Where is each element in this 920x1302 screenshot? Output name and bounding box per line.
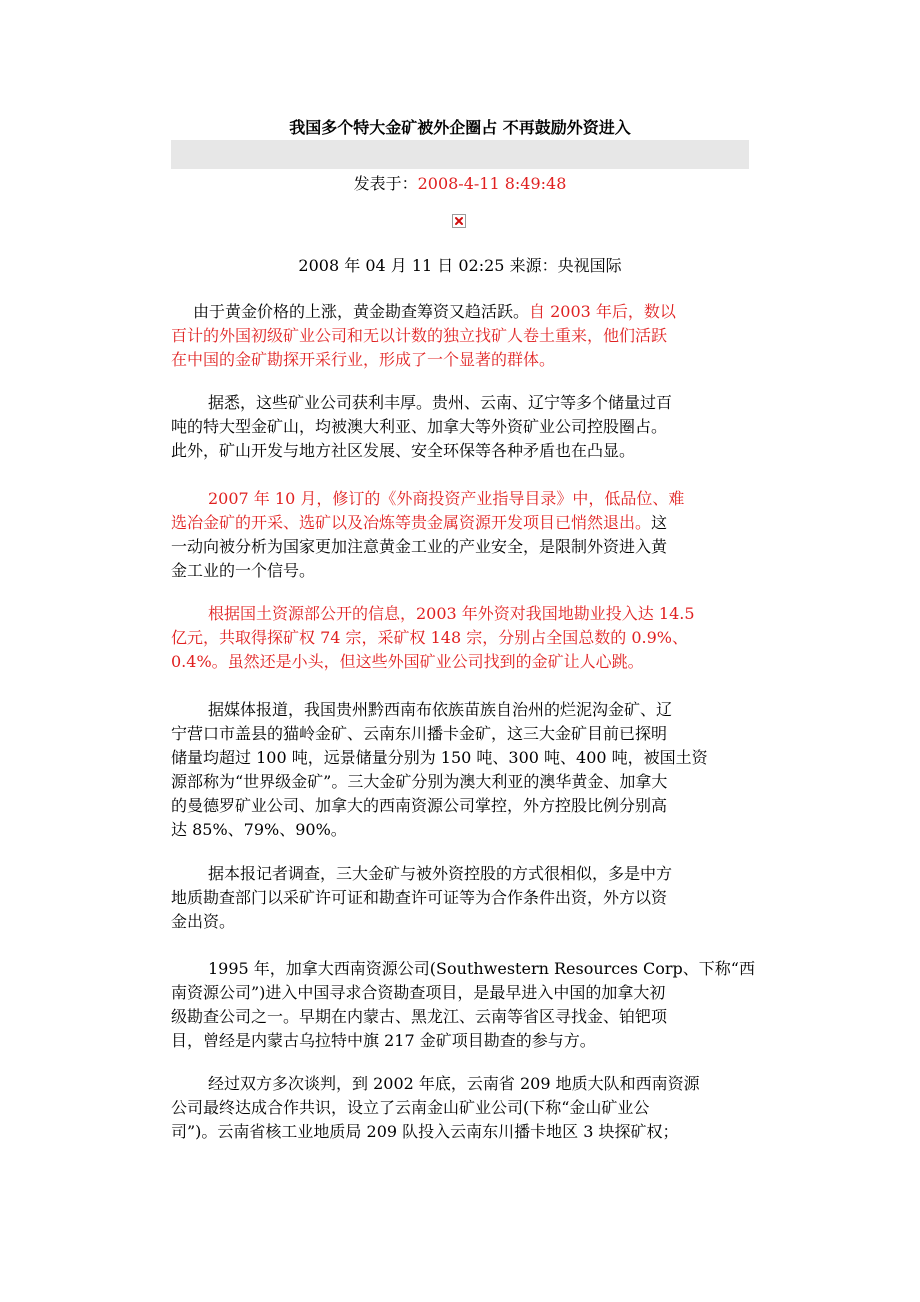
article-paragraph: [171, 1072, 755, 1144]
paragraph-line: [171, 794, 755, 818]
body-text: 的曼德罗矿业公司、加拿大的西南资源公司掌控，外方控股比例分别高: [171, 796, 668, 815]
paragraph-line: [171, 1096, 755, 1120]
body-text: 目，曾经是内蒙古乌拉特中旗 217 金矿项目勘查的参与方。: [171, 1031, 596, 1050]
body-text: 据媒体报道，我国贵州黔西南布依族苗族自治州的烂泥沟金矿、辽: [208, 700, 673, 719]
paragraph-line: [171, 862, 755, 886]
paragraph-line: [171, 348, 755, 372]
paragraph-line: [171, 910, 755, 934]
body-text: 源部称为“世界级金矿”。三大金矿分别为澳大利亚的澳华黄金、加拿大: [171, 772, 668, 791]
paragraph-line: [171, 886, 755, 910]
published-value: 2008-4-11 8:49:48: [417, 174, 567, 193]
paragraph-line: [171, 487, 755, 511]
body-text: 金工业的一个信号。: [171, 561, 316, 580]
paragraph-line: [171, 746, 755, 770]
body-text: 由于黄金价格的上涨，黄金勘查筹资又趋活跃。: [193, 302, 530, 321]
paragraph-line: [171, 391, 755, 415]
body-text: 此外，矿山开发与地方社区发展、安全环保等各种矛盾也在凸显。: [171, 441, 636, 460]
paragraph-line: [171, 698, 755, 722]
article-paragraph: [171, 602, 755, 674]
article-paragraph: [171, 957, 755, 1053]
body-text: 级勘查公司之一。早期在内蒙古、黑龙江、云南等省区寻找金、铂钯项: [171, 1007, 668, 1026]
broken-image-icon: [452, 214, 466, 228]
highlighted-text: 自 2003 年后，数以: [529, 302, 676, 321]
highlighted-text: 在中国的金矿勘探开采行业，形成了一个显著的群体。: [171, 350, 556, 369]
body-text: 南资源公司”)进入中国寻求合资勘查项目，是最早进入中国的加拿大初: [171, 983, 666, 1002]
body-text: 吨的特大型金矿山，均被澳大利亚、加拿大等外资矿业公司控股圈占。: [171, 417, 668, 436]
paragraph-line: [171, 626, 755, 650]
article-paragraph: [171, 391, 755, 463]
paragraph-line: [171, 439, 755, 463]
paragraph-line: [171, 650, 755, 674]
article-paragraph: [171, 698, 755, 842]
body-text: 储量均超过 100 吨，远景储量分别为 150 吨、300 吨、400 吨，被国土资: [171, 748, 708, 767]
body-text: 宁营口市盖县的猫岭金矿、云南东川播卡金矿，这三大金矿目前已探明: [171, 724, 668, 743]
body-text: 地质勘查部门以采矿许可证和勘查许可证等为合作条件出资，外方以资: [171, 888, 668, 907]
highlighted-text: 选冶金矿的开采、选矿以及冶炼等贵金属资源开发项目已悄然退出。: [171, 513, 652, 532]
body-text: 这: [651, 513, 668, 532]
body-text: 经过双方多次谈判，到 2002 年底，云南省 209 地质大队和西南资源: [208, 1074, 700, 1093]
paragraph-line: [171, 511, 755, 535]
paragraph-line: [171, 1029, 755, 1053]
paragraph-line: [171, 722, 755, 746]
paragraph-line: [171, 1072, 755, 1096]
paragraph-line: [171, 818, 755, 842]
paragraph-line: [171, 300, 755, 324]
header-divider-bar: [171, 140, 749, 169]
highlighted-text: 百计的外国初级矿业公司和无以计数的独立找矿人卷土重来，他们活跃: [171, 326, 668, 345]
published-line: [171, 173, 749, 195]
body-text: 司”)。云南省核工业地质局 209 队投入云南东川播卡地区 3 块探矿权；: [171, 1122, 679, 1141]
highlighted-text: 亿元，共取得探矿权 74 宗，采矿权 148 宗，分别占全国总数的 0.9%、: [171, 628, 688, 647]
paragraph-line: [171, 324, 755, 348]
paragraph-line: [171, 1120, 755, 1144]
body-text: 公司最终达成合作共识，设立了云南金山矿业公司(下称“金山矿业公: [171, 1098, 650, 1117]
paragraph-line: [171, 770, 755, 794]
paragraph-line: [171, 957, 755, 981]
paragraph-line: [171, 602, 755, 626]
body-text: 达 85%、79%、90%。: [171, 820, 347, 839]
article-paragraph: [171, 487, 755, 583]
article-paragraph: [171, 300, 755, 372]
body-text: 据本报记者调查，三大金矿与被外资控股的方式很相似，多是中方: [208, 864, 673, 883]
body-text: 金出资。: [171, 912, 236, 931]
paragraph-line: [171, 415, 755, 439]
article-title: 我国多个特大金矿被外企圈占 不再鼓励外资进入: [289, 118, 631, 137]
body-text: 据悉，这些矿业公司获利丰厚。贵州、云南、辽宁等多个储量过百: [208, 393, 673, 412]
body-text: 一动向被分析为国家更加注意黄金工业的产业安全，是限制外资进入黄: [171, 537, 668, 556]
paragraph-line: [171, 559, 755, 583]
body-text: 1995 年，加拿大西南资源公司(Southwestern Resources Corp、下称“西: [208, 959, 755, 978]
highlighted-text: 0.4%。虽然还是小头，但这些外国矿业公司找到的金矿让人心跳。: [171, 652, 644, 671]
article-paragraph: [171, 862, 755, 934]
paragraph-line: [171, 981, 755, 1005]
dateline: 2008 年 04 月 11 日 02:25 来源：央视国际: [298, 256, 622, 275]
highlighted-text: 根据国土资源部公开的信息，2003 年外资对我国地勘业投入达 14.5: [208, 604, 695, 623]
published-label: 发表于：: [353, 174, 418, 193]
highlighted-text: 2007 年 10 月，修订的《外商投资产业指导目录》中，低品位、难: [208, 489, 685, 508]
paragraph-line: [171, 535, 755, 559]
paragraph-line: [171, 1005, 755, 1029]
